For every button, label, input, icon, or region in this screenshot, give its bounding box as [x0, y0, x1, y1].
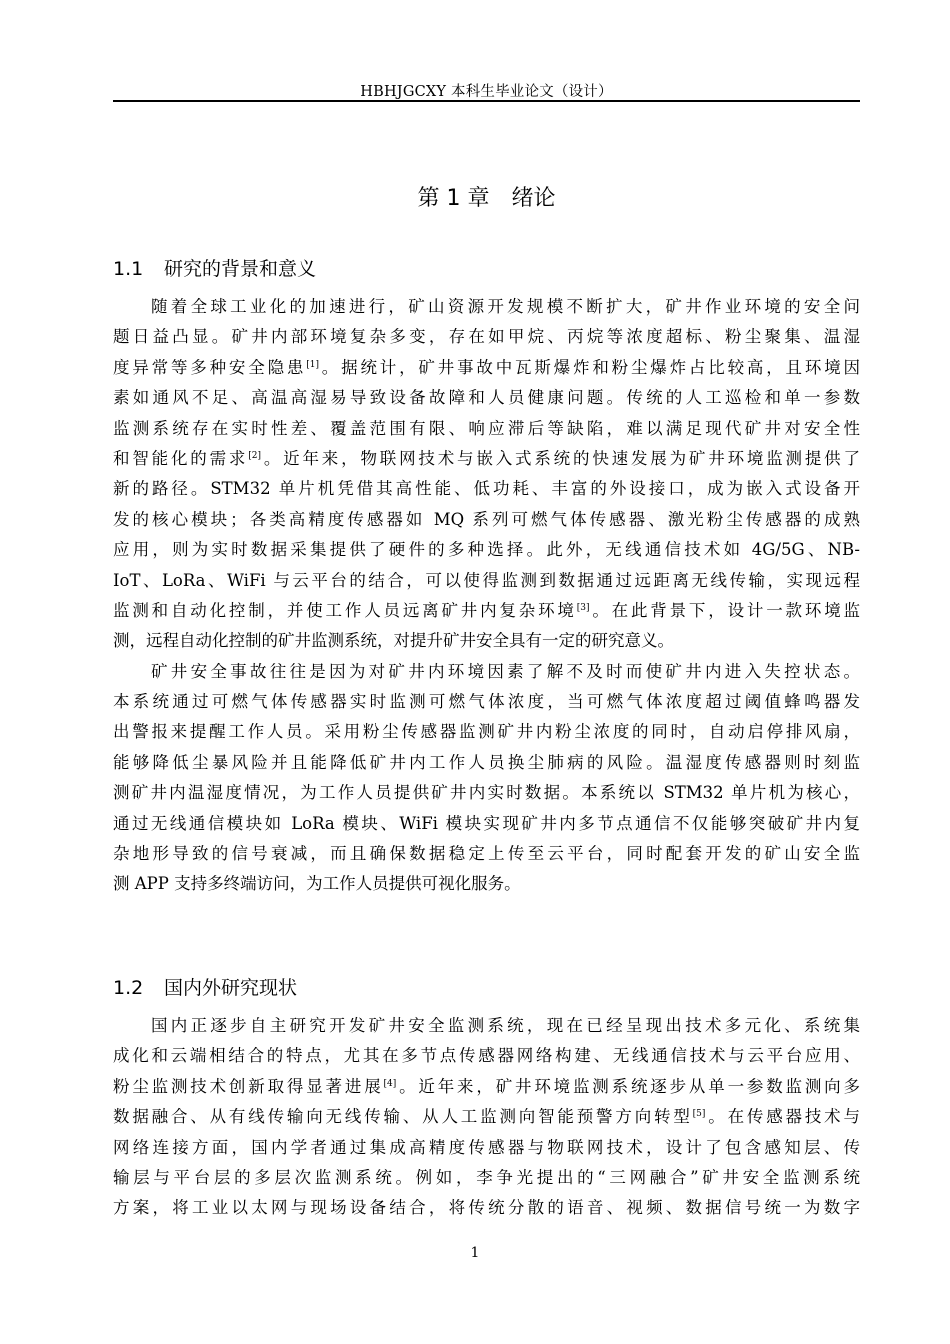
text-line: 测矿井内温湿度情况，为工作人员提供矿井内实时数据。本系统以 STM32 单片机为核心， — [113, 783, 860, 803]
text-line: 粉尘监测技术创新取得显著进展[4]。近年来，矿井环境监测系统逐步从单一参数监测向多 — [113, 1076, 861, 1096]
text-line: 国内正逐步自主研究开发矿井安全监测系统，现在已经呈现出技术多元化、系统集 — [151, 1016, 860, 1035]
text-line: 题日益凸显。矿井内部环境复杂多变，存在如甲烷、丙烷等浓度超标、粉尘聚集、温湿 — [113, 327, 860, 347]
text-line: 监测系统存在实时性差、覆盖范围有限、响应滞后等缺陷，难以满足现代矿井对安全性 — [113, 418, 860, 438]
text-line: 通过无线通信模块如 LoRa 模块、WiFi 模块实现矿井内多节点通信不仅能够突破矿井内复 — [113, 813, 860, 833]
text-line: 测 APP 支持多终端访问，为工作人员提供可视化服务。 — [113, 874, 521, 894]
text-line: 能够降低尘暴风险并且能降低矿井内工作人员换尘肺病的风险。温湿度传感器则时刻监 — [113, 752, 860, 772]
text-line: 素如通风不足、高温高湿易导致设备故障和人员健康问题。传统的人工巡检和单一参数 — [113, 388, 860, 408]
text-line: 本系统通过可燃气体传感器实时监测可燃气体浓度，当可燃气体浓度超过阈值蜂鸣器发 — [113, 692, 860, 712]
chapter-heading — [113, 181, 860, 212]
text-line: 新的路径。STM32 单片机凭借其高性能、低功耗、丰富的外设接口，成为嵌入式设备开 — [113, 479, 860, 499]
text-line: 度异常等多种安全隐患[1]。据统计，矿井事故中瓦斯爆炸和粉尘爆炸占比较高，且环境因 — [113, 357, 861, 377]
text-line: 网络连接方面，国内学者通过集成高精度传感器与物联网技术，设计了包含感知层、传 — [113, 1137, 860, 1157]
text-line: 监测和自动化控制，并使工作人员远离矿井内复杂环境[3]。在此背景下，设计一款环境监 — [113, 600, 861, 620]
running-header: HBHJGCXY 本科生毕业论文（设计） — [360, 84, 613, 100]
header-rule — [113, 100, 860, 102]
page-number: 1 — [470, 1245, 480, 1261]
paragraph — [113, 1011, 860, 1224]
citation: [2] — [248, 450, 262, 461]
text-line: 发的核心模块；各类高精度传感器如 MQ 系列可燃气体传感器、激光粉尘传感器的成熟 — [113, 509, 860, 529]
text-line: 应用，则为实时数据采集提供了硬件的多种选择。此外，无线通信技术如 4G/5G、NB- — [113, 540, 860, 560]
text-line: 杂地形导致的信号衰减，而且确保数据稳定上传至云平台，同时配套开发的矿山安全监 — [113, 844, 860, 864]
text-line: 出警报来提醒工作人员。采用粉尘传感器监测矿井内粉尘浓度的同时，自动启停排风扇， — [113, 722, 860, 742]
citation: [1] — [306, 359, 319, 370]
section-number: 1.2 — [113, 977, 144, 999]
chapter-title: 绪论 — [511, 186, 556, 211]
paragraph — [113, 292, 860, 900]
section-number: 1.1 — [113, 258, 144, 280]
text-line: 数据融合、从有线传输向无线传输、从人工监测向智能预警方向转型[5]。在传感器技术与 — [113, 1107, 861, 1127]
text-line: 和智能化的需求[2]。近年来，物联网技术与嵌入式系统的快速发展为矿井环境监测提供了 — [113, 448, 861, 468]
text-line: 方案，将工业以太网与现场设备结合，将传统分散的语音、视频、数据信号统一为数字 — [113, 1198, 860, 1218]
section-title: 国内外研究现状 — [164, 977, 298, 999]
text-line: 矿井安全事故往往是因为对矿井内环境因素了解不及时而使矿井内进入失控状态。 — [151, 661, 860, 681]
text-line: IoT、LoRa、WiFi 与云平台的结合，可以使得监测到数据通过远距离无线传输，实现远程 — [113, 570, 860, 590]
chapter-number: 第 1 章 — [417, 186, 490, 211]
section-title: 研究的背景和意义 — [164, 258, 317, 280]
section-heading — [113, 973, 297, 1000]
text-line: 测，远程自动化控制的矿井监测系统，对提升矿井安全具有一定的研究意义。 — [113, 631, 674, 651]
text-line: 输层与平台层的多层次监测系统。例如，李争光提出的“三网融合”矿井安全监测系统 — [113, 1167, 860, 1187]
citation: [5] — [692, 1109, 706, 1120]
citation: [3] — [576, 602, 590, 613]
citation: [4] — [383, 1078, 397, 1089]
text-line: 成化和云端相结合的特点，尤其在多节点传感器网络构建、无线通信技术与云平台应用、 — [113, 1046, 860, 1066]
section-heading — [113, 254, 316, 281]
text-line: 随着全球工业化的加速进行，矿山资源开发规模不断扩大，矿井作业环境的安全问 — [151, 297, 860, 316]
